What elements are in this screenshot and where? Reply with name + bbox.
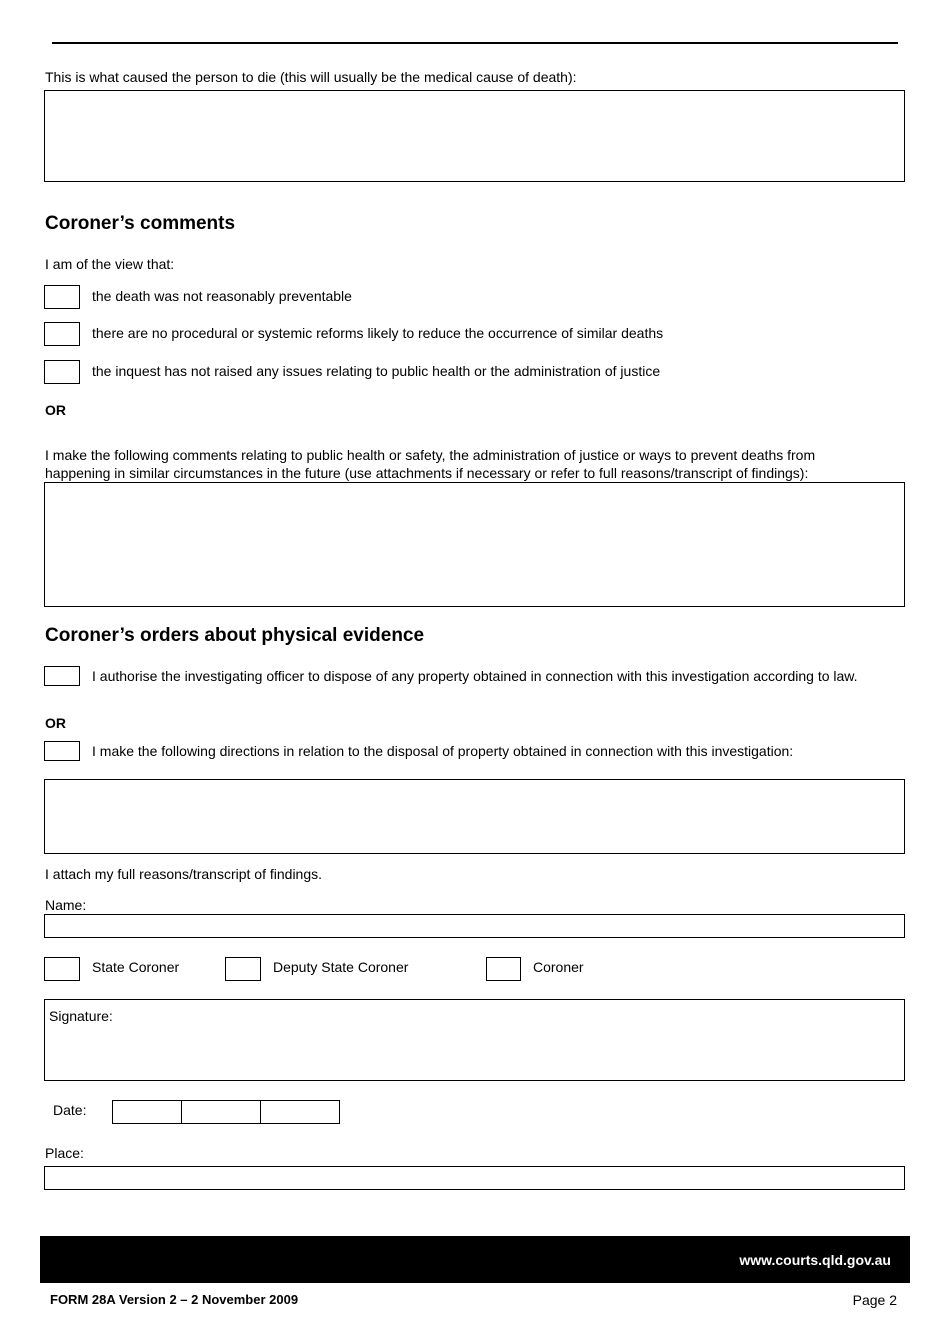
label-state-coroner: State Coroner	[92, 959, 180, 975]
comments-free-text-label-line2: happening in similar circumstances in the future (use attachments if necessary or refer to full reasons/transcript of findings):	[45, 465, 809, 481]
place-label: Place:	[45, 1145, 84, 1161]
checkbox-authorise-disposal[interactable]	[44, 666, 80, 686]
or-divider-comments: OR	[45, 402, 66, 418]
checkbox-no-reforms[interactable]	[44, 322, 80, 346]
label-disposal-directions: I make the following directions in relation to the disposal of property obtained in connection with this investigation:	[92, 743, 794, 759]
comments-intro: I am of the view that:	[45, 256, 175, 272]
comments-free-text-label-line1: I make the following comments relating to public health or safety, the administration of justice or ways to prevent deaths from	[45, 447, 816, 463]
checkbox-disposal-directions[interactable]	[44, 741, 80, 761]
footer-bar	[40, 1236, 910, 1283]
top-rule	[52, 42, 898, 44]
attach-reasons-text: I attach my full reasons/transcript of findings.	[45, 866, 323, 882]
label-authorise-disposal: I authorise the investigating officer to dispose of any property obtained in connection with this investigation according to law.	[92, 668, 858, 684]
name-field[interactable]	[44, 914, 905, 938]
label-deputy-state-coroner: Deputy State Coroner	[273, 959, 409, 975]
cause-of-death-label: This is what caused the person to die (this will usually be the medical cause of death):	[45, 69, 577, 85]
cause-of-death-field[interactable]	[44, 90, 905, 182]
date-year-field[interactable]	[260, 1100, 340, 1124]
date-month-field[interactable]	[181, 1100, 261, 1124]
footer-url[interactable]: www.courts.qld.gov.au	[739, 1252, 891, 1268]
evidence-heading: Coroner’s orders about physical evidence	[45, 625, 425, 646]
checkbox-coroner[interactable]	[486, 957, 521, 981]
disposal-directions-field[interactable]	[44, 779, 905, 854]
label-no-issues: the inquest has not raised any issues relating to public health or the administration of justice	[92, 363, 661, 379]
date-label: Date:	[53, 1102, 87, 1118]
label-coroner: Coroner	[533, 959, 584, 975]
signature-field[interactable]	[44, 999, 905, 1081]
label-not-preventable: the death was not reasonably preventable	[92, 288, 352, 304]
comments-heading: Coroner’s comments	[45, 213, 236, 234]
form-id: FORM 28A Version 2 – 2 November 2009	[50, 1292, 299, 1307]
or-divider-evidence: OR	[45, 715, 66, 731]
signature-label: Signature:	[49, 1008, 113, 1024]
comments-field[interactable]	[44, 482, 905, 607]
label-no-reforms: there are no procedural or systemic reforms likely to reduce the occurrence of similar deaths	[92, 325, 664, 341]
place-field[interactable]	[44, 1166, 905, 1190]
checkbox-no-issues[interactable]	[44, 360, 80, 384]
checkbox-not-preventable[interactable]	[44, 285, 80, 309]
checkbox-state-coroner[interactable]	[44, 957, 80, 981]
checkbox-deputy-state-coroner[interactable]	[225, 957, 261, 981]
page-number: Page 2	[852, 1292, 897, 1308]
date-day-field[interactable]	[112, 1100, 182, 1124]
name-label: Name:	[45, 897, 87, 913]
